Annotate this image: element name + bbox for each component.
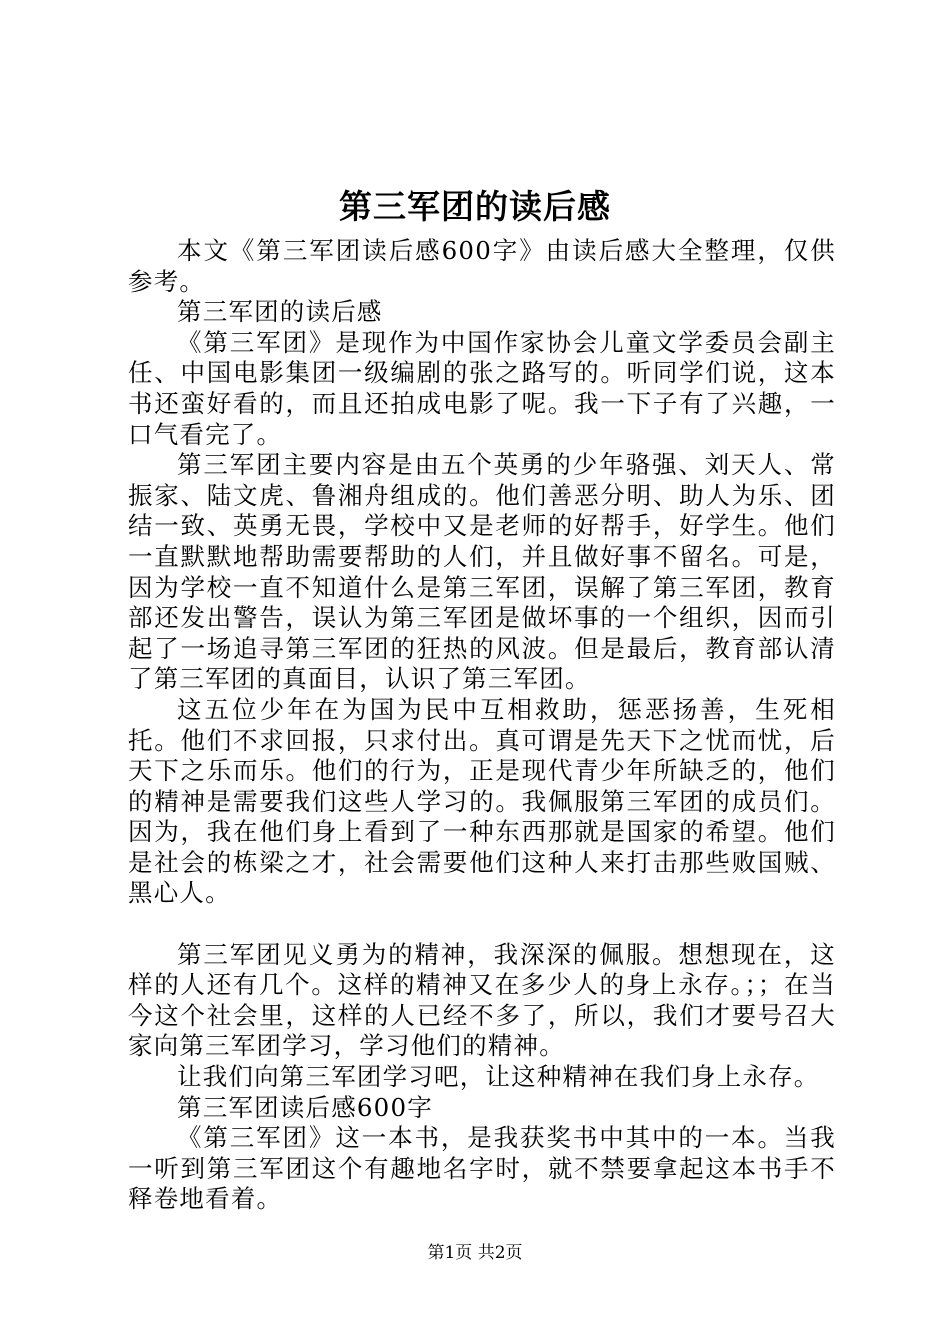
page-footer: 第1页 共2页 bbox=[427, 1243, 523, 1263]
intro-paragraph: 本文《第三军团读后感600字》由读后感大全整理，仅供参考。 bbox=[128, 236, 836, 296]
body-paragraph: 让我们向第三军团学习吧，让这种精神在我们身上永存。 bbox=[177, 1062, 820, 1092]
body-paragraph: 第三军团见义勇为的精神，我深深的佩服。想想现在，这样的人还有几个。这样的精神又在多少人的身上永存。；；在当今这个社会里，这样的人已经不多了，所以，我们才要号召大家向第三军团学习，学习他们的精神。 bbox=[128, 939, 836, 1061]
body-paragraph: 第三军团主要内容是由五个英勇的少年骆强、刘天人、常振家、陆文虎、鲁湘舟组成的。他们善恶分明、助人为乐、团结一致、英勇无畏，学校中又是老师的好帮手，好学生。他们一直默默地帮助需要帮助的人们，并且做好事不留名。可是，因为学校一直不知道什么是第三军团，误解了第三军团，教育部还发出警告，误认为第三军团是做坏事的一个组织，因而引起了一场追寻第三军团的狂热的风波。但是最后，教育部认清了第三军团的真面目，认识了第三军团。 bbox=[128, 450, 836, 694]
section-heading: 第三军团读后感600字 bbox=[177, 1092, 433, 1122]
document-title: 第三军团的读后感 bbox=[339, 187, 611, 226]
document-body bbox=[128, 236, 836, 1215]
body-paragraph: 《第三军团》是现作为中国作家协会儿童文学委员会副主任、中国电影集团一级编剧的张之路写的。听同学们说，这本书还蛮好看的，而且还拍成电影了呢。我一下子有了兴趣，一口气看完了。 bbox=[128, 327, 836, 449]
body-paragraph: 这五位少年在为国为民中互相救助，惩恶扬善，生死相托。他们不求回报，只求付出。真可谓是先天下之忧而忧，后天下之乐而乐。他们的行为，正是现代青少年所缺乏的，他们的精神是需要我们这些人学习的。我佩服第三军团的成员们。因为，我在他们身上看到了一种东西那就是国家的希望。他们是社会的栋梁之才，社会需要他们这种人来打击那些败国贼、黑心人。 bbox=[128, 694, 836, 908]
section-heading: 第三军团的读后感 bbox=[177, 297, 383, 327]
paragraph-spacer bbox=[128, 909, 836, 940]
body-paragraph: 《第三军团》这一本书，是我获奖书中其中的一本。当我一听到第三军团这个有趣地名字时，就不禁要拿起这本书手不释卷地看着。 bbox=[128, 1123, 836, 1214]
